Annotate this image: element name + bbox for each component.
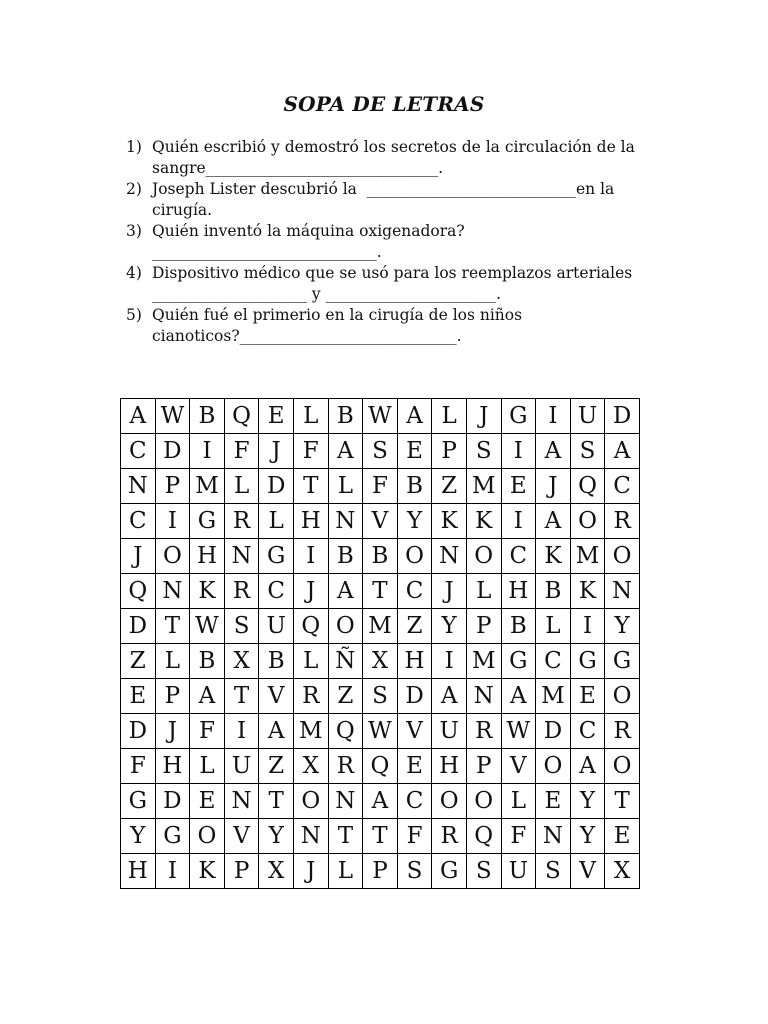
grid-cell[interactable]: I (155, 854, 190, 889)
grid-cell[interactable]: M (536, 679, 571, 714)
grid-cell[interactable]: C (536, 644, 571, 679)
grid-cell[interactable]: D (259, 469, 294, 504)
grid-cell[interactable]: W (363, 714, 398, 749)
grid-cell[interactable]: J (155, 714, 190, 749)
grid-cell[interactable]: G (501, 644, 536, 679)
grid-cell[interactable]: G (121, 784, 156, 819)
grid-cell[interactable]: W (501, 714, 536, 749)
grid-cell[interactable]: S (466, 854, 501, 889)
grid-cell[interactable]: Y (570, 819, 605, 854)
grid-cell[interactable]: A (605, 434, 640, 469)
grid-cell[interactable]: M (570, 539, 605, 574)
grid-cell[interactable]: N (432, 539, 467, 574)
grid-cell[interactable]: U (432, 714, 467, 749)
grid-cell[interactable]: L (432, 399, 467, 434)
grid-cell[interactable]: J (432, 574, 467, 609)
grid-cell[interactable]: B (190, 644, 225, 679)
grid-cell[interactable]: I (224, 714, 259, 749)
grid-cell[interactable]: Y (259, 819, 294, 854)
grid-cell[interactable]: N (121, 469, 156, 504)
grid-cell[interactable]: F (190, 714, 225, 749)
grid-cell[interactable]: K (570, 574, 605, 609)
grid-cell[interactable]: P (155, 469, 190, 504)
question-text (152, 137, 666, 179)
grid-row (121, 434, 640, 469)
grid-cell[interactable]: A (259, 714, 294, 749)
grid-cell[interactable]: L (328, 854, 363, 889)
grid-cell[interactable]: L (224, 469, 259, 504)
grid-cell[interactable]: A (536, 504, 571, 539)
grid-cell[interactable]: M (190, 469, 225, 504)
grid-cell[interactable]: P (363, 854, 398, 889)
grid-cell[interactable]: B (190, 399, 225, 434)
grid-cell[interactable]: I (570, 609, 605, 644)
grid-cell[interactable]: E (605, 819, 640, 854)
grid-cell[interactable]: T (363, 819, 398, 854)
grid-cell[interactable]: L (259, 504, 294, 539)
grid-cell[interactable]: I (501, 504, 536, 539)
grid-cell[interactable]: H (293, 504, 328, 539)
grid-cell[interactable]: Q (363, 749, 398, 784)
grid-cell[interactable]: T (328, 819, 363, 854)
grid-cell[interactable]: E (190, 784, 225, 819)
grid-cell[interactable]: H (397, 644, 432, 679)
question-line: cianoticos?____________________________. (152, 327, 462, 345)
grid-cell[interactable]: V (224, 819, 259, 854)
grid-cell[interactable]: Q (570, 469, 605, 504)
grid-cell[interactable]: J (536, 469, 571, 504)
grid-cell[interactable]: R (293, 679, 328, 714)
grid-cell[interactable]: U (224, 749, 259, 784)
grid-cell[interactable]: K (190, 854, 225, 889)
grid-cell[interactable]: T (363, 574, 398, 609)
grid-cell[interactable]: O (190, 819, 225, 854)
grid-cell[interactable]: L (190, 749, 225, 784)
grid-cell[interactable]: D (536, 714, 571, 749)
grid-cell[interactable]: B (259, 644, 294, 679)
grid-cell[interactable]: L (328, 469, 363, 504)
grid-cell[interactable]: N (328, 504, 363, 539)
grid-cell[interactable]: K (466, 504, 501, 539)
grid-cell[interactable]: L (155, 644, 190, 679)
grid-cell[interactable]: R (224, 574, 259, 609)
grid-cell[interactable]: H (190, 539, 225, 574)
grid-cell[interactable]: T (293, 469, 328, 504)
grid-cell[interactable]: V (501, 749, 536, 784)
grid-cell[interactable]: P (155, 679, 190, 714)
grid-cell[interactable]: A (363, 784, 398, 819)
grid-cell[interactable]: I (190, 434, 225, 469)
grid-cell[interactable]: R (432, 819, 467, 854)
grid-cell[interactable]: E (259, 399, 294, 434)
question-3 (126, 221, 666, 263)
grid-cell[interactable]: Y (570, 784, 605, 819)
grid-cell[interactable]: O (570, 504, 605, 539)
grid-cell[interactable]: Z (328, 679, 363, 714)
grid-cell[interactable]: C (259, 574, 294, 609)
grid-cell[interactable]: X (293, 749, 328, 784)
question-line: Quién fué el primerio en la cirugía de los niños (152, 306, 523, 324)
grid-cell[interactable]: Z (397, 609, 432, 644)
grid-cell[interactable]: C (397, 784, 432, 819)
grid-cell[interactable]: I (501, 434, 536, 469)
grid-cell[interactable]: O (466, 539, 501, 574)
question-text (152, 305, 666, 347)
grid-cell[interactable]: A (190, 679, 225, 714)
grid-cell[interactable]: Z (259, 749, 294, 784)
grid-cell[interactable]: U (570, 399, 605, 434)
grid-cell[interactable]: S (363, 434, 398, 469)
grid-cell[interactable]: D (155, 784, 190, 819)
grid-cell[interactable]: M (293, 714, 328, 749)
question-2 (126, 179, 666, 221)
grid-cell[interactable]: Ñ (328, 644, 363, 679)
grid-cell[interactable]: N (293, 819, 328, 854)
grid-cell[interactable]: V (363, 504, 398, 539)
grid-cell[interactable]: E (501, 469, 536, 504)
grid-cell[interactable]: M (466, 644, 501, 679)
grid-cell[interactable]: B (328, 539, 363, 574)
grid-cell[interactable]: E (397, 749, 432, 784)
grid-cell[interactable]: Q (121, 574, 156, 609)
grid-cell[interactable]: G (501, 399, 536, 434)
grid-cell[interactable]: B (363, 539, 398, 574)
grid-cell[interactable]: N (155, 574, 190, 609)
question-number: 2) (126, 180, 142, 198)
grid-cell[interactable]: D (121, 714, 156, 749)
grid-cell[interactable]: Y (397, 504, 432, 539)
grid-cell[interactable]: H (155, 749, 190, 784)
grid-cell[interactable]: F (121, 749, 156, 784)
grid-cell[interactable]: A (397, 399, 432, 434)
grid-cell[interactable]: Z (432, 469, 467, 504)
grid-row (121, 749, 640, 784)
grid-cell[interactable]: X (605, 854, 640, 889)
question-number: 5) (126, 306, 142, 324)
grid-cell[interactable]: O (328, 609, 363, 644)
grid-cell[interactable]: Y (432, 609, 467, 644)
grid-cell[interactable]: F (293, 434, 328, 469)
grid-cell[interactable]: E (121, 679, 156, 714)
grid-cell[interactable]: T (224, 679, 259, 714)
grid-cell[interactable]: N (328, 784, 363, 819)
grid-cell[interactable]: H (432, 749, 467, 784)
grid-cell[interactable]: Q (293, 609, 328, 644)
grid-cell[interactable]: G (259, 539, 294, 574)
grid-cell[interactable]: W (155, 399, 190, 434)
question-line: Quién escribió y demostró los secretos de la circulación de la (152, 138, 635, 156)
grid-cell[interactable]: N (466, 679, 501, 714)
grid-cell[interactable]: K (432, 504, 467, 539)
grid-cell[interactable]: F (363, 469, 398, 504)
question-1 (126, 137, 666, 179)
grid-cell[interactable]: R (605, 714, 640, 749)
grid-row (121, 679, 640, 714)
grid-cell[interactable]: S (536, 854, 571, 889)
grid-cell[interactable]: A (328, 574, 363, 609)
grid-row (121, 469, 640, 504)
grid-cell[interactable]: O (605, 539, 640, 574)
grid-cell[interactable]: R (466, 714, 501, 749)
grid-cell[interactable]: H (121, 854, 156, 889)
grid-cell[interactable]: J (293, 854, 328, 889)
grid-cell[interactable]: A (536, 434, 571, 469)
grid-cell[interactable]: L (293, 644, 328, 679)
grid-cell[interactable]: T (259, 784, 294, 819)
grid-cell[interactable]: C (570, 714, 605, 749)
grid-row (121, 399, 640, 434)
grid-cell[interactable]: M (466, 469, 501, 504)
grid-cell[interactable]: A (501, 679, 536, 714)
grid-cell[interactable]: M (363, 609, 398, 644)
grid-cell[interactable]: V (570, 854, 605, 889)
grid-row (121, 819, 640, 854)
grid-cell[interactable]: R (605, 504, 640, 539)
grid-cell[interactable]: K (190, 574, 225, 609)
grid-cell[interactable]: A (570, 749, 605, 784)
grid-cell[interactable]: Y (605, 609, 640, 644)
question-number: 4) (126, 264, 142, 282)
grid-cell[interactable]: S (397, 854, 432, 889)
grid-cell[interactable]: O (293, 784, 328, 819)
grid-cell[interactable]: O (466, 784, 501, 819)
grid-cell[interactable]: T (155, 609, 190, 644)
grid-cell[interactable]: O (155, 539, 190, 574)
grid-cell[interactable]: B (501, 609, 536, 644)
grid-cell[interactable]: C (501, 539, 536, 574)
grid-cell[interactable]: B (397, 469, 432, 504)
grid-cell[interactable]: W (363, 399, 398, 434)
grid-cell[interactable]: D (155, 434, 190, 469)
grid-cell[interactable]: X (363, 644, 398, 679)
grid-row (121, 609, 640, 644)
grid-cell[interactable]: Y (121, 819, 156, 854)
question-5 (126, 305, 666, 347)
grid-cell[interactable]: G (432, 854, 467, 889)
grid-cell[interactable]: O (432, 784, 467, 819)
grid-cell[interactable]: O (536, 749, 571, 784)
grid-cell[interactable]: G (570, 644, 605, 679)
grid-cell[interactable]: G (155, 819, 190, 854)
question-line: ____________________ y ______________________. (152, 285, 502, 303)
grid-cell[interactable]: V (397, 714, 432, 749)
grid-cell[interactable]: F (224, 434, 259, 469)
grid-cell[interactable]: A (121, 399, 156, 434)
grid-cell[interactable]: C (121, 434, 156, 469)
grid-cell[interactable]: C (121, 504, 156, 539)
grid-cell[interactable]: P (432, 434, 467, 469)
question-line: Dispositivo médico que se usó para los reemplazos arteriales (152, 264, 633, 282)
grid-cell[interactable]: E (536, 784, 571, 819)
grid-cell[interactable]: N (224, 784, 259, 819)
question-number: 1) (126, 138, 142, 156)
grid-cell[interactable]: I (536, 399, 571, 434)
word-search-grid (120, 398, 640, 889)
grid-body (121, 399, 640, 889)
grid-cell[interactable]: D (605, 399, 640, 434)
grid-cell[interactable]: L (293, 399, 328, 434)
grid-cell[interactable]: W (190, 609, 225, 644)
grid-cell[interactable]: L (536, 609, 571, 644)
grid-row (121, 644, 640, 679)
grid-cell[interactable]: H (501, 574, 536, 609)
grid-cell[interactable]: X (224, 644, 259, 679)
grid-cell[interactable]: O (397, 539, 432, 574)
grid-cell[interactable]: G (605, 644, 640, 679)
grid-cell[interactable]: Q (224, 399, 259, 434)
grid-cell[interactable]: D (121, 609, 156, 644)
grid-cell[interactable]: I (293, 539, 328, 574)
grid-cell[interactable]: J (259, 434, 294, 469)
grid-cell[interactable]: C (397, 574, 432, 609)
grid-cell[interactable]: B (536, 574, 571, 609)
question-text (152, 221, 666, 263)
grid-row (121, 539, 640, 574)
grid-cell[interactable]: S (363, 679, 398, 714)
question-text (152, 179, 666, 221)
grid-cell[interactable]: E (397, 434, 432, 469)
page-title: SOPA DE LETRAS (283, 92, 485, 116)
grid-cell[interactable]: J (466, 399, 501, 434)
grid-cell[interactable]: R (328, 749, 363, 784)
grid-row (121, 714, 640, 749)
question-line: sangre______________________________. (152, 159, 444, 177)
grid-cell[interactable]: P (466, 609, 501, 644)
grid-row (121, 574, 640, 609)
grid-cell[interactable]: Q (328, 714, 363, 749)
question-4 (126, 263, 666, 305)
grid-cell[interactable]: U (501, 854, 536, 889)
grid-cell[interactable]: V (259, 679, 294, 714)
grid-cell[interactable]: O (605, 749, 640, 784)
grid-cell[interactable]: I (155, 504, 190, 539)
grid-row (121, 854, 640, 889)
grid-cell[interactable]: U (259, 609, 294, 644)
grid-row (121, 504, 640, 539)
grid-cell[interactable]: J (293, 574, 328, 609)
grid-cell[interactable]: S (224, 609, 259, 644)
grid-cell[interactable]: T (605, 784, 640, 819)
grid-cell[interactable]: F (397, 819, 432, 854)
grid-cell[interactable]: N (605, 574, 640, 609)
grid-cell[interactable]: E (570, 679, 605, 714)
grid-cell[interactable]: X (259, 854, 294, 889)
grid-cell[interactable]: Z (121, 644, 156, 679)
grid-cell[interactable]: A (432, 679, 467, 714)
grid-cell[interactable]: F (501, 819, 536, 854)
grid-cell[interactable]: G (190, 504, 225, 539)
grid-cell[interactable]: L (466, 574, 501, 609)
grid-cell[interactable]: C (605, 469, 640, 504)
grid-cell[interactable]: O (605, 679, 640, 714)
grid-cell[interactable]: N (536, 819, 571, 854)
grid-cell[interactable]: S (570, 434, 605, 469)
question-number: 3) (126, 222, 142, 240)
grid-cell[interactable]: Q (466, 819, 501, 854)
grid-cell[interactable]: D (397, 679, 432, 714)
question-line: Joseph Lister descubrió la ___________________________en la cirugía. (152, 180, 620, 219)
grid-cell[interactable]: N (224, 539, 259, 574)
grid-cell[interactable]: P (466, 749, 501, 784)
grid-cell[interactable]: J (121, 539, 156, 574)
question-line: Quién inventó la máquina oxigenadora?_____________________________. (152, 222, 465, 261)
grid-cell[interactable]: K (536, 539, 571, 574)
grid-cell[interactable]: P (224, 854, 259, 889)
grid-cell[interactable]: B (328, 399, 363, 434)
grid-cell[interactable]: I (432, 644, 467, 679)
grid-cell[interactable]: L (501, 784, 536, 819)
question-list (126, 137, 666, 347)
question-text (152, 263, 666, 305)
grid-cell[interactable]: R (224, 504, 259, 539)
grid-cell[interactable]: A (328, 434, 363, 469)
grid-row (121, 784, 640, 819)
grid-cell[interactable]: S (466, 434, 501, 469)
